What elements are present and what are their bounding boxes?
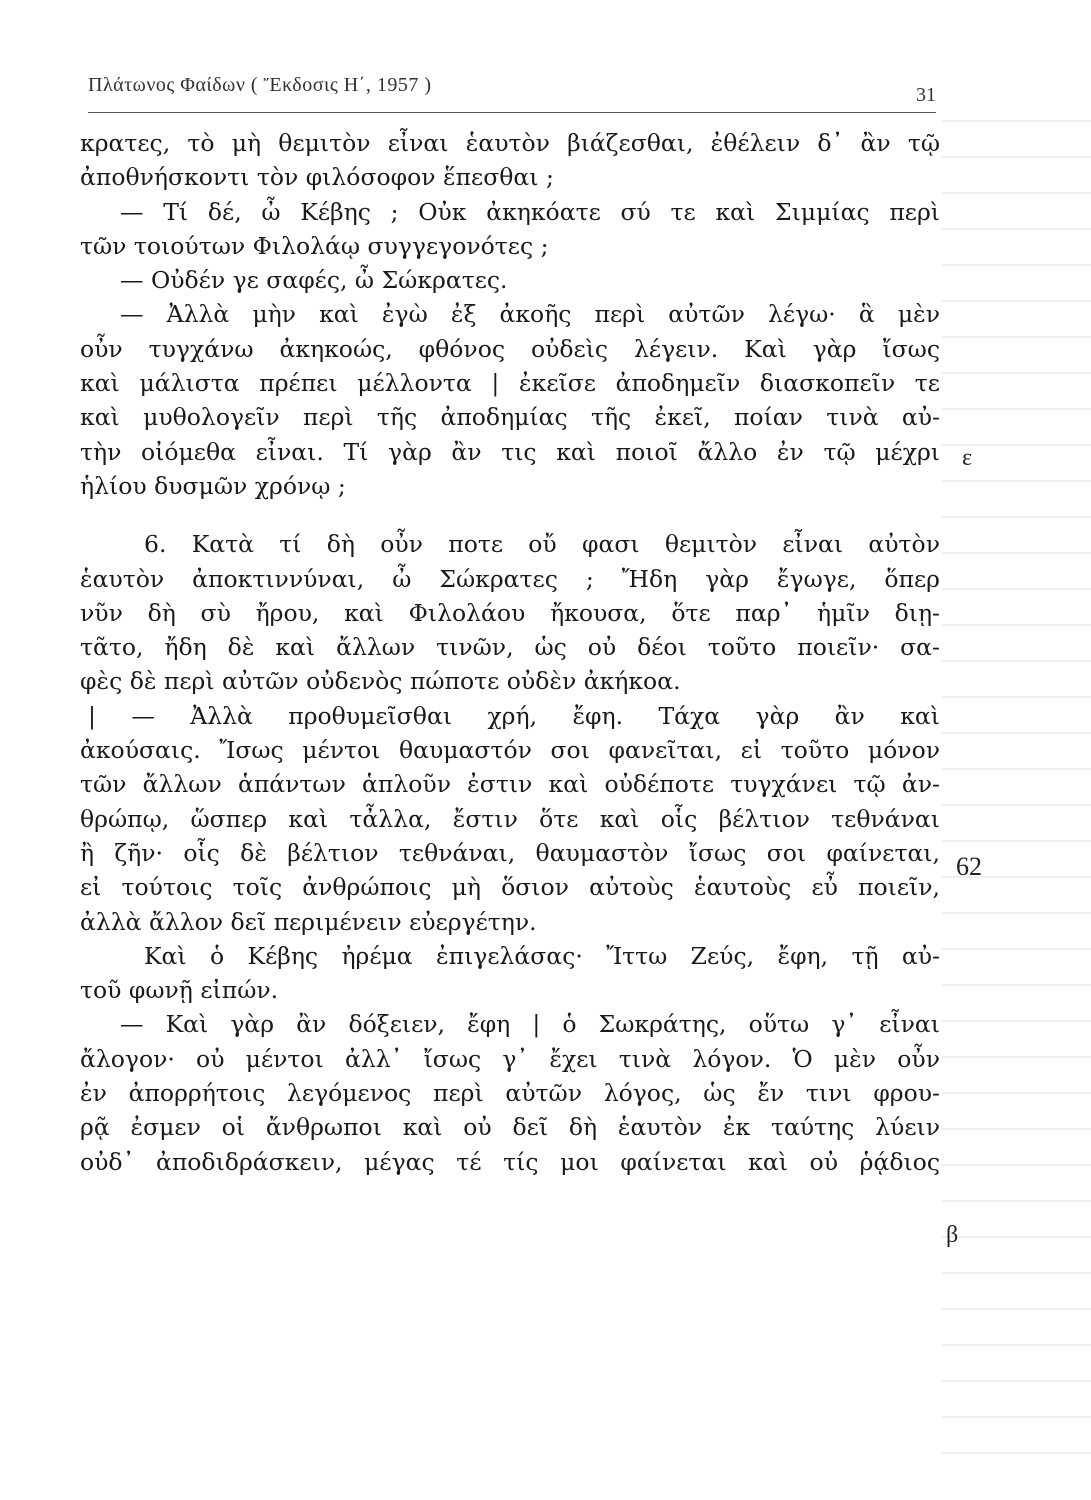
text-line: οὐδ᾽ ἀποδιδράσκειν, μέγας τέ τίς μοι φαίνεται καὶ οὐ ῥᾴδιος <box>80 1147 940 1176</box>
text-line: κρατες, τὸ μὴ θεμιτὸν εἶναι ἑαυτὸν βιάζεσθαι, ἐθέλειν δ᾽ ἂν τῷ <box>80 129 940 157</box>
stephanus-page-number: 62 <box>956 852 982 881</box>
text-line: Καὶ ὁ Κέβης ἠρέμα ἐπιγελάσας· Ἴττω Ζεύς, ἔφη, τῇ αὐ- <box>144 941 940 970</box>
text-line: τὴν οἰόμεθα εἶναι. Τί γὰρ ἂν τις καὶ ποιοῖ ἄλλο ἐν τῷ μέχρι <box>80 437 940 466</box>
text-line: τοῦ φωνῇ εἰπών. <box>80 976 279 1005</box>
text-line: ἐν ἀπορρήτοις λεγόμενος περὶ αὐτῶν λόγος, ὡς ἔν τινι φρου- <box>80 1079 940 1108</box>
text-line: ἄλογον· οὐ μέντοι ἀλλ᾽ ἴσως γ᾽ ἔχει τινὰ λόγον. Ὁ μὲν οὖν <box>80 1044 940 1073</box>
text-line: φὲς δὲ περὶ αὐτῶν οὐδενὸς πώποτε οὐδὲν ἀκήκοα. <box>80 667 681 696</box>
text-line: καὶ μάλιστα πρέπει μέλλοντα | ἐκεῖσε ἀποδημεῖν διασκοπεῖν τε <box>80 369 940 398</box>
body-text <box>80 126 940 1179</box>
text-line: ρᾷ ἐσμεν οἱ ἄνθρωποι καὶ οὐ δεῖ δὴ ἑαυτὸν ἐκ ταύτης λύειν <box>80 1113 940 1142</box>
margin-letter-b: β <box>946 1222 959 1248</box>
text-line: ἡλίου δυσμῶν χρόνῳ ; <box>80 471 346 500</box>
text-line: — Ἀλλὰ μὴν καὶ ἐγὼ ἐξ ἀκοῆς περὶ αὐτῶν λέγω· ἃ μὲν <box>120 300 940 329</box>
text-line: τῶν τοιούτων Φιλολάῳ συγγεγονότες ; <box>80 231 549 260</box>
text-line: — Οὐδέν γε σαφές, ὦ Σώκρατες. <box>120 266 508 295</box>
running-head: Πλάτωνος Φαίδων ( Ἔκδοσις Η΄, 1957 ) <box>88 74 432 96</box>
margin-letter-e: ε <box>962 445 973 471</box>
text-line: τᾶτο, ἤδη δὲ καὶ ἄλλων τινῶν, ὡς οὐ δέοι τοῦτο ποιεῖν· σα- <box>80 633 940 662</box>
text-line: ἀποθνήσκοντι τὸν φιλόσοφον ἕπεσθαι ; <box>80 163 554 192</box>
text-line: εἰ τούτοις τοῖς ἀνθρώποις μὴ ὅσιον αὐτοὺς ἑαυτοὺς εὖ ποιεῖν, <box>80 873 940 902</box>
text-line: ἢ ζῆν· οἷς δὲ βέλτιον τεθνάναι, θαυμαστὸν ἴσως σοι φαίνεται, <box>80 838 940 867</box>
text-line: ἀλλὰ ἄλλον δεῖ περιμένειν εὐεργέτην. <box>80 907 537 936</box>
page-number: 31 <box>916 84 936 106</box>
section-start-line: 6. Κατὰ τί δὴ οὖν ποτε οὔ φασι θεμιτὸν εἶναι αὐτὸν <box>144 530 940 559</box>
text-line: καὶ μυθολογεῖν περὶ τῆς ἀποδημίας τῆς ἐκεῖ, ποίαν τινὰ αὐ- <box>80 403 940 432</box>
text-line: ἀκούσαις. Ἴσως μέντοι θαυμαστόν σοι φανεῖται, εἰ τοῦτο μόνον <box>80 736 940 765</box>
text-line: θρώπῳ, ὥσπερ καὶ τἆλλα, ἔστιν ὅτε καὶ οἷς βέλτιον τεθνάναι <box>80 804 940 833</box>
text-line: νῦν δὴ σὺ ἤρου, καὶ Φιλολάου ἤκουσα, ὅτε παρ᾽ ἡμῖν διῃ- <box>80 598 940 627</box>
text-line: οὖν τυγχάνω ἀκηκοώς, φθόνος οὐδεὶς λέγειν. Καὶ γὰρ ἴσως <box>80 334 940 363</box>
text-line: | — Ἀλλὰ προθυμεῖσθαι χρή, ἔφη. Τάχα γὰρ ἂν καὶ <box>88 701 940 730</box>
text-line: τῶν ἄλλων ἁπάντων ἁπλοῦν ἐστιν καὶ οὐδέποτε τυγχάνει τῷ ἀν- <box>80 770 940 799</box>
show-through-shadow <box>941 120 1091 1460</box>
page-header <box>88 68 936 113</box>
text-line: — Καὶ γὰρ ἂν δόξειεν, ἔφη | ὁ Σωκράτης, οὕτω γ᾽ εἶναι <box>120 1010 940 1039</box>
text-line: ἑαυτὸν ἀποκτιννύναι, ὦ Σώκρατες ; Ἤδη γὰρ ἔγωγε, ὅπερ <box>80 564 940 593</box>
text-line: — Τί δέ, ὦ Κέβης ; Οὐκ ἀκηκόατε σύ τε καὶ Σιμμίας περὶ <box>120 197 940 226</box>
